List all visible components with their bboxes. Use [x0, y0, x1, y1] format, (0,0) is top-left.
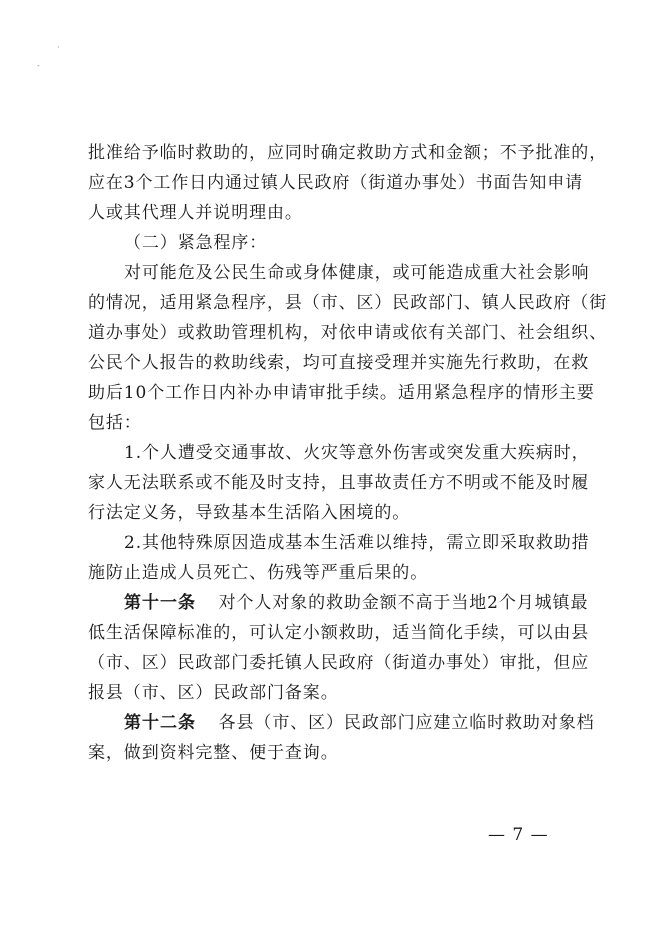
body-line: 低生活保障标准的，可认定小额救助，适当简化手续，可以由县 [88, 623, 590, 643]
body-line: 批准给予临时救助的，应同时确定救助方式和金额；不予批准的， [88, 143, 608, 163]
body-line: 助后10个工作日内补办申请审批手续。适用紧急程序的情形主要 [88, 383, 595, 403]
article-number: 第十一条 [124, 593, 196, 613]
article-line [124, 592, 589, 614]
scan-speck: · [57, 43, 60, 52]
list-item-line: 1.个人遭受交通事故、火灾等意外伤害或突发重大疾病时， [124, 443, 590, 463]
article-line [124, 712, 595, 734]
body-line: 人或其代理人并说明理由。 [88, 203, 303, 223]
section-heading: （二）紧急程序： [124, 233, 268, 253]
body-line: 包括： [88, 413, 142, 433]
body-line: （市、区）民政部门委托镇人民政府（街道办事处）审批，但应 [88, 653, 590, 673]
scan-speck: - [37, 61, 40, 70]
article-text: 对个人对象的救助金额不高于当地2个月城镇最 [218, 593, 589, 613]
body-line: 家人无法联系或不能及时支持，且事故责任方不明或不能及时履 [88, 473, 590, 493]
body-line: 施防止造成人员死亡、伤残等严重后果的。 [88, 563, 429, 583]
body-line: 报县（市、区）民政部门备案。 [88, 683, 339, 703]
body-line: 对可能危及公民生命或身体健康，或可能造成重大社会影响 [124, 263, 590, 283]
body-line: 行法定义务，导致基本生活陷入困境的。 [88, 503, 411, 523]
article-number: 第十二条 [124, 713, 196, 733]
article-text: 各县（市、区）民政部门应建立临时救助对象档 [218, 713, 595, 733]
body-line: 公民个人报告的救助线索，均可直接受理并实施先行救助，在救 [88, 353, 590, 373]
page-number: — 7 — [488, 825, 549, 845]
body-line: 道办事处）或救助管理机构，对依申请或依有关部门、社会组织、 [88, 323, 608, 343]
body-line: 案，做到资料完整、便于查询。 [88, 743, 339, 763]
body-line: 的情况，适用紧急程序，县（市、区）民政部门、镇人民政府（街 [88, 293, 608, 313]
body-line: 应在3个工作日内通过镇人民政府（街道办事处）书面告知申请 [88, 173, 584, 193]
list-item-line: 2.其他特殊原因造成基本生活难以维持，需立即采取救助措 [124, 533, 590, 553]
